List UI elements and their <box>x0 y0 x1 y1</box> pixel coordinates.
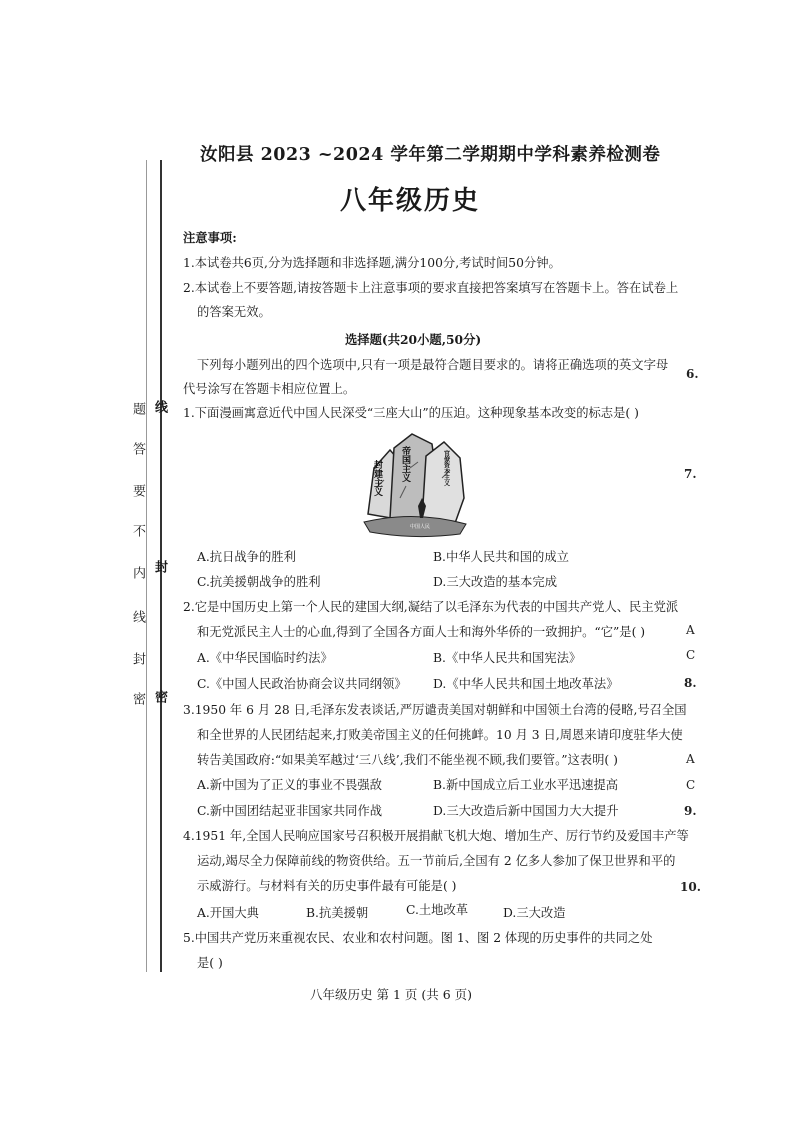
edge-mark-2: 7. <box>684 467 697 481</box>
q4-stem-2: 运动,竭尽全力保障前线的物资供给。五一节前后,全国有 2 亿多人参加了保卫世界和平的 <box>197 854 676 868</box>
q1-option-a: A.抗日战争的胜利 <box>197 550 296 564</box>
label-imperialism: 帝国主义 <box>400 446 410 482</box>
q4-option-d: D.三大改造 <box>503 906 566 920</box>
q1-option-d: D.三大改造的基本完成 <box>433 575 558 589</box>
section-instruction-1: 下列每小题列出的四个选项中,只有一项是最符合题目要求的。请将正确选项的英文字母 <box>197 358 669 372</box>
q4-stem-3: 示威游行。与材料有关的历史事件最有可能是( ) <box>197 879 457 893</box>
seal-inner-2: 答 <box>130 442 145 455</box>
q3-stem-2: 和全世界的人民团结起来,打败美帝国主义的任何挑衅。10 月 3 日,周恩来请印度驻华大使 <box>197 728 683 742</box>
q4-stem-1: 4.1951 年,全国人民响应国家号召积极开展捐献飞机大炮、增加生产、厉行节约及爱国丰产等 <box>183 829 689 843</box>
seal-inner-4: 不 <box>130 524 145 537</box>
q5-stem-2: 是( ) <box>197 956 223 970</box>
q1-stem: 1.下面漫画寓意近代中国人民深受“三座大山”的压迫。这种现象基本改变的标志是( ) <box>183 406 639 420</box>
q3-option-a: A.新中国为了正义的事业不畏强敌 <box>197 778 382 792</box>
q3-stem-3: 转告美国政府:“如果美军越过‘三八线’,我们不能坐视不顾,我们要管。”这表明( ) <box>197 753 618 767</box>
seal-inner-5: 内 <box>130 566 145 579</box>
q4-option-c: C.土地改革 <box>406 903 469 917</box>
q3-option-b: B.新中国成立后工业水平迅速提高 <box>433 778 619 792</box>
exam-title: 汝阳县 2023 ~2024 学年第二学期期中学科素养检测卷 <box>200 145 661 165</box>
section-heading: 选择题(共20小题,50分) <box>345 332 482 347</box>
page-footer: 八年级历史 第 1 页 (共 6 页) <box>310 987 472 1002</box>
label-chinese-people: 中国人民 <box>410 524 431 530</box>
edge-mark-4: C <box>686 648 696 662</box>
q3-option-c: C.新中国团结起亚非国家共同作战 <box>197 804 383 818</box>
edge-mark-8: 9. <box>684 804 697 818</box>
edge-mark-9: 10. <box>680 880 701 894</box>
q3-option-d: D.三大改造后新中国国力大大提升 <box>433 804 619 818</box>
q4-option-a: A.开国大典 <box>197 906 259 920</box>
notes-heading: 注意事项: <box>183 230 237 245</box>
section-instruction-2: 代号涂写在答题卡相应位置上。 <box>183 382 356 396</box>
seal-inner-1: 题 <box>130 402 145 415</box>
seal-inner-6: 线 <box>130 610 145 623</box>
edge-mark-3: A <box>686 623 695 637</box>
label-bureaucratic-capitalism: 官僚资本主义 <box>442 450 450 486</box>
note-2: 2.本试卷上不要答题,请按答题卡上注意事项的要求直接把答案填写在答题卡上。答在试卷上 <box>183 281 679 295</box>
edge-mark-6: A <box>686 752 695 766</box>
q1-option-b: B.中华人民共和国的成立 <box>433 550 569 564</box>
q1-option-c: C.抗美援朝战争的胜利 <box>197 575 321 589</box>
edge-mark-1: 6. <box>686 367 699 381</box>
three-mountains-cartoon <box>360 428 470 540</box>
edge-mark-7: C <box>686 778 696 792</box>
seal-inner-3: 要 <box>130 484 145 497</box>
edge-mark-5: 8. <box>684 676 697 690</box>
note-2-cont: 的答案无效。 <box>197 305 271 319</box>
seal-inner-8: 密 <box>130 692 145 705</box>
q2-option-a: A.《中华民国临时约法》 <box>197 651 333 665</box>
q2-stem-2: 和无党派民主人士的心血,得到了全国各方面人士和海外华侨的一致拥护。“它”是( ) <box>197 625 646 639</box>
q2-option-c: C.《中国人民政治协商会议共同纲领》 <box>197 677 407 691</box>
q3-stem-1: 3.1950 年 6 月 28 日,毛泽东发表谈话,严厉谴责美国对朝鲜和中国领土台湾的侵略,号召全国 <box>183 703 687 717</box>
q2-stem-1: 2.它是中国历史上第一个人民的建国大纲,凝结了以毛泽东为代表的中国共产党人、民主党派 <box>183 600 679 614</box>
seal-outer-3: 密 <box>152 690 167 703</box>
seal-outer-1: 线 <box>152 400 167 413</box>
seal-outer-2: 封 <box>152 560 167 573</box>
q2-option-b: B.《中华人民共和国宪法》 <box>433 651 582 665</box>
label-feudalism: 封建主义 <box>372 460 382 496</box>
exam-subject: 八年级历史 <box>339 186 480 216</box>
note-1: 1.本试卷共6页,分为选择题和非选择题,满分100分,考试时间50分钟。 <box>183 256 561 270</box>
seal-inner-7: 封 <box>130 652 145 665</box>
q2-option-d: D.《中华人民共和国土地改革法》 <box>433 677 619 691</box>
q4-option-b: B.抗美援朝 <box>306 906 369 920</box>
q5-stem-1: 5.中国共产党历来重视农民、农业和农村问题。图 1、图 2 体现的历史事件的共同之处 <box>183 931 653 945</box>
